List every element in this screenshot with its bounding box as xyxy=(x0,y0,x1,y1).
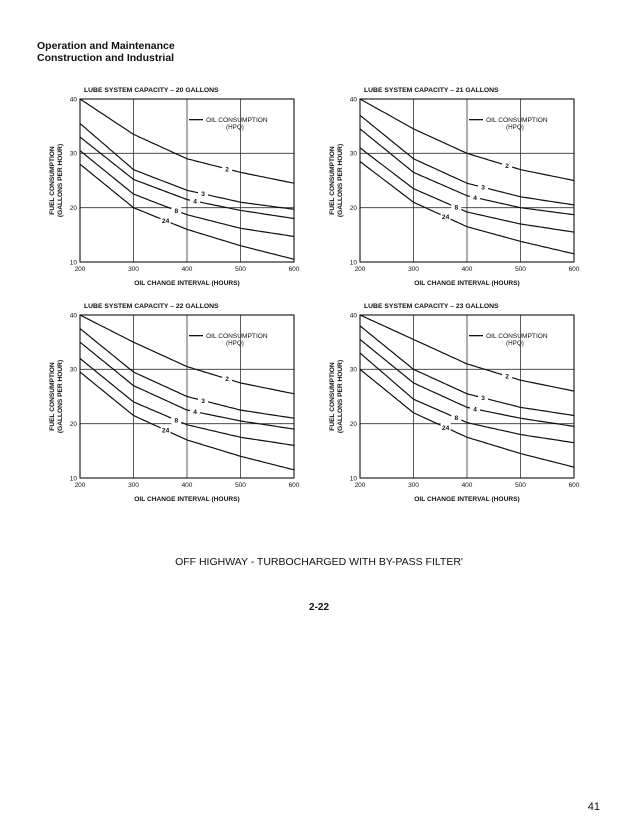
y-tick-label: 40 xyxy=(69,312,77,320)
x-axis-label: OIL CHANGE INTERVAL (HOURS) xyxy=(414,280,520,287)
x-tick-label: 300 xyxy=(128,482,139,489)
y-tick-label: 30 xyxy=(69,150,77,158)
series-label: 4 xyxy=(473,194,477,202)
x-tick-label: 300 xyxy=(128,266,139,273)
series-label: 3 xyxy=(481,184,485,192)
x-tick-label: 600 xyxy=(288,482,300,489)
x-tick-label: 400 xyxy=(181,482,193,489)
x-tick-label: 300 xyxy=(408,266,419,273)
header-subtitle: Construction and Industrial xyxy=(37,52,175,64)
chart-title: LUBE SYSTEM CAPACITY – 23 GALLONS xyxy=(364,303,499,310)
fuel-chart-21-gallons xyxy=(320,82,585,292)
fuel-chart-23-gallons xyxy=(320,298,585,508)
legend-units: (HPQ) xyxy=(226,340,244,348)
y-tick-label: 20 xyxy=(349,204,357,212)
y-tick-label: 40 xyxy=(349,312,357,320)
legend-label: OIL CONSUMPTION xyxy=(486,116,548,124)
x-tick-label: 300 xyxy=(408,482,419,489)
series-label: 2 xyxy=(505,373,509,381)
x-tick-label: 500 xyxy=(235,482,246,489)
legend-units: (HPQ) xyxy=(506,124,524,132)
series-label: 4 xyxy=(193,198,197,206)
chart-title: LUBE SYSTEM CAPACITY – 20 GALLONS xyxy=(84,87,219,94)
y-axis-label-units: (GALLONS PER HOUR) xyxy=(57,359,64,434)
series-label: 2 xyxy=(505,162,509,170)
x-axis-label: OIL CHANGE INTERVAL (HOURS) xyxy=(134,496,240,503)
x-tick-label: 500 xyxy=(515,266,526,273)
legend-label: OIL CONSUMPTION xyxy=(206,332,268,340)
x-tick-label: 600 xyxy=(568,266,580,273)
chart-title: LUBE SYSTEM CAPACITY – 21 GALLONS xyxy=(364,87,499,94)
series-label: 3 xyxy=(201,191,205,199)
series-label: 3 xyxy=(481,395,485,403)
y-tick-label: 10 xyxy=(69,475,77,483)
x-axis-label: OIL CHANGE INTERVAL (HOURS) xyxy=(414,496,520,503)
series-label: 24 xyxy=(161,427,170,435)
page-code: 2-22 xyxy=(308,602,329,613)
series-label: 8 xyxy=(454,204,459,212)
y-tick-label: 30 xyxy=(349,366,357,374)
legend-units: (HPQ) xyxy=(226,124,244,132)
series-label: 3 xyxy=(201,397,205,405)
x-tick-label: 400 xyxy=(461,266,473,273)
y-tick-label: 20 xyxy=(69,420,77,428)
y-tick-label: 40 xyxy=(69,96,77,104)
y-axis-label: FUEL CONSUMPTION xyxy=(49,146,56,215)
legend-label: OIL CONSUMPTION xyxy=(206,116,268,124)
x-tick-label: 200 xyxy=(74,482,86,489)
y-tick-label: 10 xyxy=(349,259,357,267)
x-tick-label: 500 xyxy=(235,266,246,273)
y-tick-label: 40 xyxy=(349,96,357,104)
x-tick-label: 200 xyxy=(354,482,366,489)
x-axis-label: OIL CHANGE INTERVAL (HOURS) xyxy=(134,280,240,287)
y-axis-label: FUEL CONSUMPTION xyxy=(49,362,56,431)
series-label: 24 xyxy=(161,218,170,226)
series-label: 2 xyxy=(225,166,229,174)
fuel-chart-22-gallons xyxy=(40,298,305,508)
y-tick-label: 10 xyxy=(69,259,77,267)
y-tick-label: 30 xyxy=(69,366,77,374)
y-tick-label: 30 xyxy=(349,150,357,158)
x-tick-label: 400 xyxy=(181,266,193,273)
y-axis-label: FUEL CONSUMPTION xyxy=(329,146,336,215)
legend-label: OIL CONSUMPTION xyxy=(486,332,548,340)
x-tick-label: 200 xyxy=(354,266,366,273)
header-title: Operation and Maintenance xyxy=(37,40,175,52)
y-axis-label-units: (GALLONS PER HOUR) xyxy=(57,143,64,218)
chart-title: LUBE SYSTEM CAPACITY – 22 GALLONS xyxy=(84,303,219,310)
fuel-chart-20-gallons xyxy=(40,82,305,292)
series-label: 8 xyxy=(174,417,179,425)
x-tick-label: 600 xyxy=(568,482,580,489)
y-axis-label-units: (GALLONS PER HOUR) xyxy=(337,143,344,218)
series-label: 4 xyxy=(193,409,197,417)
y-tick-label: 20 xyxy=(349,420,357,428)
series-label: 8 xyxy=(454,415,459,423)
series-label: 4 xyxy=(473,406,477,414)
y-axis-label-units: (GALLONS PER HOUR) xyxy=(337,359,344,434)
x-tick-label: 200 xyxy=(74,266,86,273)
y-tick-label: 10 xyxy=(349,475,357,483)
y-tick-label: 20 xyxy=(69,204,77,212)
x-tick-label: 600 xyxy=(288,266,300,273)
page-number: 41 xyxy=(587,801,600,813)
x-tick-label: 500 xyxy=(515,482,526,489)
series-label: 8 xyxy=(174,207,179,215)
series-label: 2 xyxy=(225,376,229,384)
series-label: 24 xyxy=(441,424,450,432)
legend-units: (HPQ) xyxy=(506,340,524,348)
y-axis-label: FUEL CONSUMPTION xyxy=(329,362,336,431)
x-tick-label: 400 xyxy=(461,482,473,489)
figure-caption: OFF HIGHWAY - TURBOCHARGED WITH BY-PASS FILTER' xyxy=(175,556,463,568)
series-label: 24 xyxy=(441,214,450,222)
